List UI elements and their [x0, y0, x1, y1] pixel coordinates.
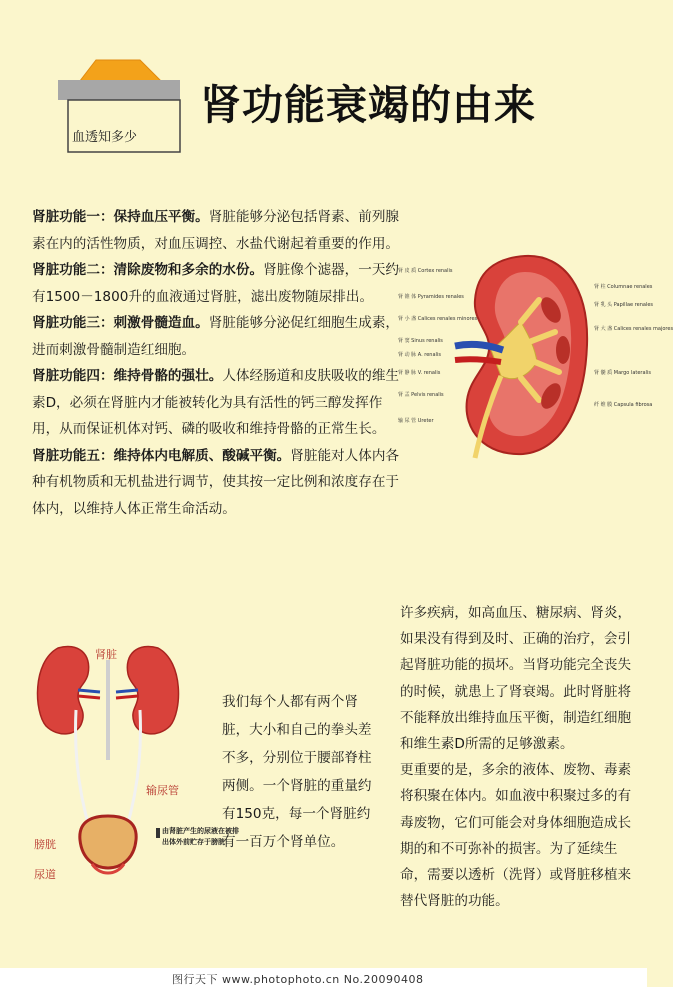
kidney-label: 肾 盂 Pelvis renalis	[398, 392, 444, 398]
kidney-label: 肾脏	[95, 648, 117, 661]
function-1	[32, 204, 400, 257]
kidney-label: 肾 髓 质 Margo lateralis	[594, 370, 651, 376]
kidney-functions	[32, 204, 400, 522]
function-heading: 肾脏功能一：保持血压平衡。	[32, 209, 209, 225]
paragraph: 更重要的是，多余的液体、废物、毒素将积聚在体内。如血液中积聚过多的有毒废物，它们可能会对身体细胞造成长期的和不可弥补的损害。为了延续生命，需要以透析（洗肾）或肾脏移植来替代肾脏的功能。	[400, 762, 632, 910]
function-5	[32, 443, 400, 523]
page-title: 肾功能衰竭的由来	[200, 81, 536, 129]
bladder-note: 由肾脏产生的尿液在被排出体外前贮存于膀胱	[162, 827, 239, 846]
kidney-label: 肾 窦 Sinus renalis	[398, 338, 443, 344]
kidney-facts-text: 我们每个人都有两个肾脏，大小和自己的拳头差不多，分别位于腰部脊柱两侧。一个肾脏的重量约有150克，每一个肾脏约有一百万个肾单位。	[222, 694, 372, 850]
function-3	[32, 310, 400, 363]
function-body: 肾脏能够分泌包括肾素、前列腺素在内的活性物质，对血压调控、水盐代谢起着重要的作用。	[32, 209, 400, 252]
kidney-label: 输 尿 管 Ureter	[398, 418, 434, 424]
kidney-cross-section-illustration	[455, 250, 590, 458]
watermark-bar	[0, 968, 647, 987]
watermark-text: 图行天下 www.photophoto.cn No.20090408	[172, 973, 424, 986]
function-body: 肾脏像个滤器，一天约有1500－1800升的血液通过肾脏，滤出废物随尿排出。	[32, 262, 400, 305]
function-heading: 肾脏功能五：维持体内电解质、酸碱平衡。	[32, 447, 291, 464]
urethra-label: 尿道	[34, 868, 56, 881]
kidney-label: 肾 大 盏 Calices renales majores	[594, 326, 673, 332]
paragraph: 许多疾病，如高血压、糖尿病、肾炎，如果没有得到及时、正确的治疗，会引起肾脏功能的损坏。当肾功能完全丧失的时候，就患上了肾衰竭。此时肾脏将不能释放出维持血压平衡，制造红细胞和维生素D所需的足够激素。	[400, 605, 632, 753]
kidney-label: 纤 维 膜 Capsula fibrosa	[594, 402, 653, 408]
function-body: 肾脏能对人体内各种有机物质和无机盐进行调节，使其按一定比例和浓度存在于体内，以维持人体正常生命活动。	[32, 447, 400, 517]
function-heading: 肾脏功能三：刺激骨髓造血。	[32, 315, 209, 331]
function-body: 肾脏能够分泌促红细胞生成素，进而刺激骨髓制造红细胞。	[32, 315, 400, 358]
kidney-label: 肾 皮 质 Cortex renalis	[398, 268, 453, 274]
kidney-label: 肾 小 盏 Calices renales minores	[398, 316, 478, 322]
function-heading: 肾脏功能四：维持骨骼的强壮。	[32, 368, 223, 384]
function-heading: 肾脏功能二：清除废物和多余的水份。	[32, 262, 264, 278]
kidney-label: 肾 动 脉 A. renalis	[398, 352, 441, 358]
kidney-label: 肾 静 脉 V. renalis	[398, 370, 441, 376]
urinary-system-illustration	[28, 640, 218, 900]
function-body: 人体经肠道和皮肤吸收的维生素D，必须在肾脏内才能被转化为具有活性的钙三醇发挥作用，从而保证机体对钙、磷的吸收和维持骨骼的正常生长。	[32, 368, 400, 437]
bladder-label: 膀胱	[34, 838, 56, 851]
kidney-label: 肾 乳 头 Papillae renales	[594, 302, 654, 308]
kidney-failure-explanation	[400, 600, 640, 914]
kidney-label: 肾 柱 Columnae renales	[594, 284, 653, 290]
function-2	[32, 257, 400, 310]
logo-text: 血透知多少	[72, 130, 138, 145]
ureter-label: 输尿管	[146, 784, 179, 797]
kidney-label: 肾 锥 体 Pyramides renales	[398, 294, 464, 300]
function-4	[32, 363, 400, 443]
